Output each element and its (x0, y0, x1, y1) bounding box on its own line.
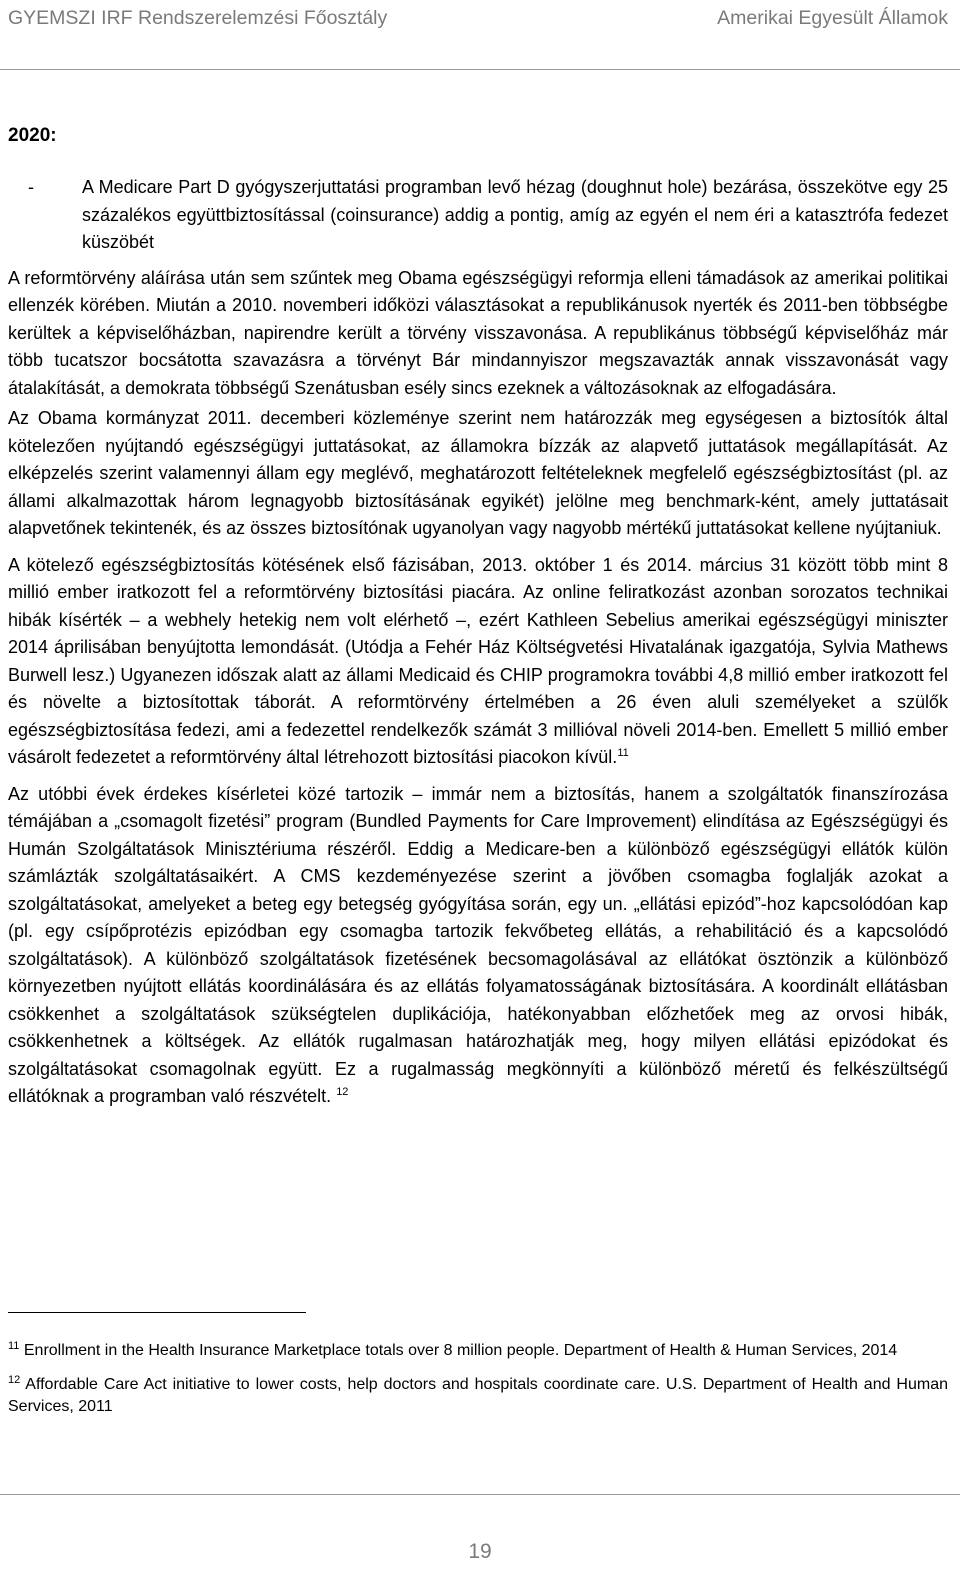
page-header (0, 0, 960, 70)
footnotes (8, 1340, 948, 1430)
paragraph-benefits: Az Obama kormányzat 2011. decemberi közleménye szerint nem határozzák meg egységesen a biztosítók által kötelezően nyújtandó egészségügyi juttatásokat, az államokra bízzák az alapvető juttatások megállapítását. Az elképzelés szerint valamennyi állam egy meglévő, meghatározott feltételeknek megfelelő egészségbiztosítást (pl. az állami alkalmazottak három legnagyobb biztosításának egyikét) jelölne meg benchmark-ként, amely juttatásait alapvetőnek tekintenék, és az összes biztosítónak ugyanolyan vagy nagyobb mértékű juttatásokat kellene nyújtaniuk. (8, 408, 948, 538)
section-year-heading: 2020: (8, 125, 57, 146)
footnote-separator (8, 1312, 306, 1313)
paragraph-enrollment-text: A kötelező egészségbiztosítás kötésének első fázisában, 2013. október 1 és 2014. március 31 között több mint 8 millió ember iratkozott fel a reformtörvény biztosítási piacára. Az online feliratkozást azonban sorozatos technikai hibák kísérték – a webhely hetekig nem volt elérhető –, ezért Kathleen Sebelius amerikai egészségügyi miniszter 2014 áprilisában benyújtotta lemondását. (Utódja a Fehér Ház Költségvetési Hivatalának igazgatója, Sylvia Mathews Burwell lesz.) Ugyanezen időszak alatt az állami Medicaid és CHIP programokra további 4,8 millió ember iratkozott fel és növelte a biztosítottak táborát. A reformtörvény értelmében a 26 éven aluli személyeket a szülők egészségbiztosítása fedezi, ami a fedezettel rendelkezők számát 3 millióval növeli 2014-ben. Emellett 5 millió ember vásárolt fedezetet a reformtörvény által létrehozott biztosítási piacokon kívül. (8, 554, 948, 767)
paragraph-bundled-payments (8, 781, 948, 1111)
footnote-number: 12 (8, 1374, 21, 1386)
bullet-item (8, 174, 948, 257)
footnote-number: 11 (8, 1340, 20, 1352)
paragraph-enrollment (8, 552, 948, 772)
main-text (8, 122, 948, 1111)
paragraph-bundled-payments-text: Az utóbbi évek érdekes kísérletei közé tartozik – immár nem a biztosítás, hanem a szolgáltatók finanszírozása témájában a „csomagolt fizetési” program (Bundled Payments for Care Improvement) elindítása az Egészségügyi és Humán Szolgáltatások Minisztériuma részéről. Eddig a Medicare-ben a különböző egészségügyi ellátók külön számlázták szolgáltatásaikért. A CMS kezdeményezése szerint a jövőben csomagba foglalják azokat a szolgáltatásokat, amelyeket a beteg egy betegség gyógyítása során, egy un. „ellátási epizód”-hoz kapcsolódóan kap (pl. egy csípőprotézis epizódban egy csomagba tartozik fekvőbeteg ellátás, a rehabilitáció és a kapcsolódó szolgáltatások). A különböző szolgáltatások fizetésének becsomagolásával az ellátókat ösztönzik a különböző környezetben nyújtott ellátás koordinálására és az ellátás folyamatosságának biztosítására. A koordinált ellátásban csökkenhet a szolgáltatások szükségtelen duplikációja, hatékonyabban előzhetőek meg az orvosi hibák, csökkenhetnek a költségek. Az ellátók rugalmasan határozhatják meg, hogy milyen ellátási epizódokat és szolgáltatásokat csomagolnak együtt. Ez a rugalmasság megkönnyíti a különböző méretű és felkészültségű ellátóknak a programban való részvételt. (8, 783, 948, 1106)
footnote-12 (8, 1374, 948, 1418)
footnote-text: Affordable Care Act initiative to lower costs, help doctors and hospitals coordinate care. U.S. Department of Health and Human Services, 2011 (8, 1376, 948, 1415)
bullet-text: A Medicare Part D gyógyszerjuttatási programban levő hézag (doughnut hole) bezárása, összekötve egy 25 százalékos együttbiztosítással (coinsurance) addig a pontig, amíg az egyén el nem éri a katasztrófa fedezet küszöbét (82, 177, 948, 252)
footnote-text: Enrollment in the Health Insurance Marketplace totals over 8 million people. Department of Health & Human Services, 2014 (19, 1342, 898, 1359)
bullet-marker: - (28, 177, 34, 197)
footnote-11 (8, 1340, 948, 1362)
header-organization: GYEMSZI IRF Rendszerelemzési Főosztály (8, 7, 388, 29)
footnote-ref-12[interactable]: 12 (336, 1086, 349, 1098)
footer-rule (0, 1494, 960, 1495)
page-number: 19 (468, 1540, 492, 1563)
paragraph-opposition: A reformtörvény aláírása után sem szűntek meg Obama egészségügyi reformja elleni támadások az amerikai politikai ellenzék körében. Miután a 2010. novemberi időközi választásokat a republikánusok nyerték és 2011-ben többségbe kerültek a képviselőházban, napirendre került a törvény visszavonása. A republikánus többségű képviselőház már több tucatszor bocsátotta szavazásra a törvényt Bár mindannyiszor megszavazták annak visszavonását vagy átalakítását, a demokrata többségű Szenátusban esély sincs ezeknek a változásoknak az elfogadására. (8, 267, 948, 398)
footnote-ref-11[interactable]: 11 (617, 747, 629, 759)
header-country: Amerikai Egyesült Államok (717, 7, 948, 29)
